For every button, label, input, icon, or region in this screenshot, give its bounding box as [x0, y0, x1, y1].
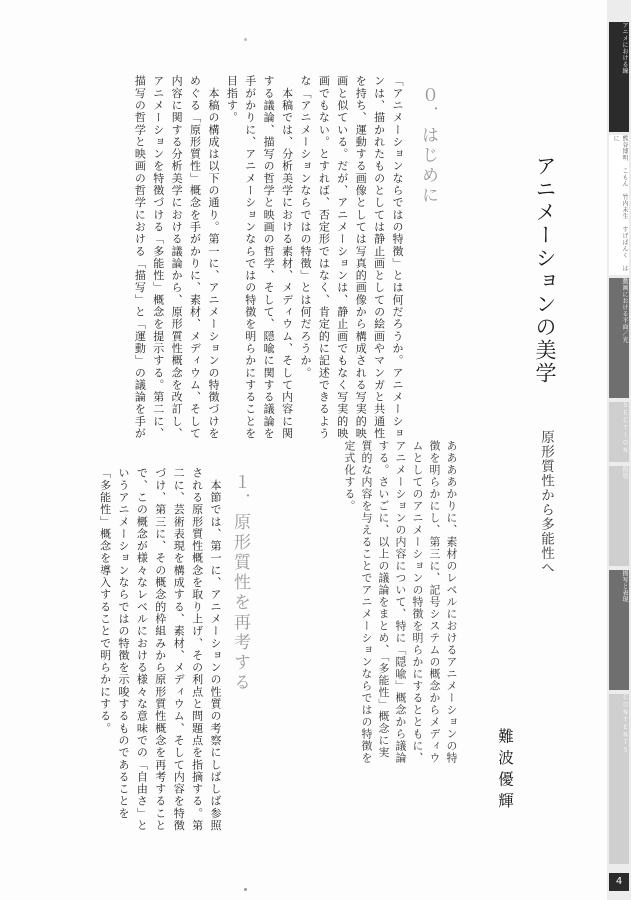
section-0-body: 「アニメーションならではの特徴」とは何だろうか。アニメーションは、描かれたものとしては静止画としての絵画やマンガと共通性を持ち、運動する画像としては写真的画像から構成される写実的映画と似ている。だが、アニメーションは、静止画でもなく写実的映画でもない。とすれば、否定形ではなく、肯定的に記述できるような「アニメーションならではの特徴」とは何だろうか。 本稿では、分析美学における素材、メディウム、そして内容に関する議論、描写の哲学と映画の哲学、そして、隠喩に関する議論を手がかりに、アニメーションならではの特徴を明らかにすることを目指す。 本稿の構成は以下の通り。第一に、アニメーションの特徴づけをめぐる「原形質性」概念を手がかりに、素材、メディウム、そして内容に関する分析美学における議論から、原形質性概念を改訂し、アニメーションを特徴づける「多能性」概念を提示する。第二に、描写の哲学と映画の哲学における「描写」と「運動」の議論を手が [133, 75, 404, 440]
article-title: アニメーションの美学 [533, 155, 557, 385]
side-index-tab-3[interactable]: 動画における平面／光 [609, 278, 629, 398]
page-number: 4 [609, 873, 629, 891]
article-abstract: ああああかりに、素材のレベルにおけるアニメーションの特徴を明らかにし、第三に、記号システムの概念からメディウムとしてのアニメーションの特徴を明らかにするとともに、アニメーションの内容について、特に「隠喩」概念から議論する。さいごに、以上の議論をまとめ、「多能性」概念に実質的な内容を与えることでアニメーションならではの特徴を定式化する。 [343, 440, 458, 764]
article-author: 難波優輝 [496, 728, 514, 814]
side-index-tab-2[interactable]: 熊谷博明 こもん 竹内未生 すげぱんく はに [609, 135, 629, 275]
section-1-heading: １．原形質性を再考する [230, 473, 250, 693]
article-subtitle: 原形質性から多能性へ [538, 430, 554, 575]
separator-dot [244, 888, 247, 891]
side-index-tab-4[interactable]: SECTION [609, 402, 629, 462]
side-index-tab-7[interactable]: CONTENTS [609, 694, 629, 864]
separator-dot-top [244, 38, 247, 41]
section-0-heading: ０．はじめに [418, 86, 438, 206]
side-index-tab-1[interactable]: アニメにおける線 [609, 22, 629, 132]
side-index-tab-6[interactable]: 描写と表現 [609, 570, 629, 690]
section-1-body: 本節では、第一に、アニメーションの性質の考察にしばしば参照される原形質性概念を取り上げ、その利点と問題点を指摘する。第二に、芸術表現を構成する、素材、メディウム、そして内容を特徴づけ、第三に、その概念的枠組みから原形質性概念を再考することで、この概念が様々なレベルにおける様々な意味での「自由さ」というアニメーションならではの特徴を示唆するものであることを「多能性」概念を導入することで明らかにする。 [98, 467, 222, 832]
side-index-tab-5[interactable]: 擬態 [609, 466, 629, 566]
